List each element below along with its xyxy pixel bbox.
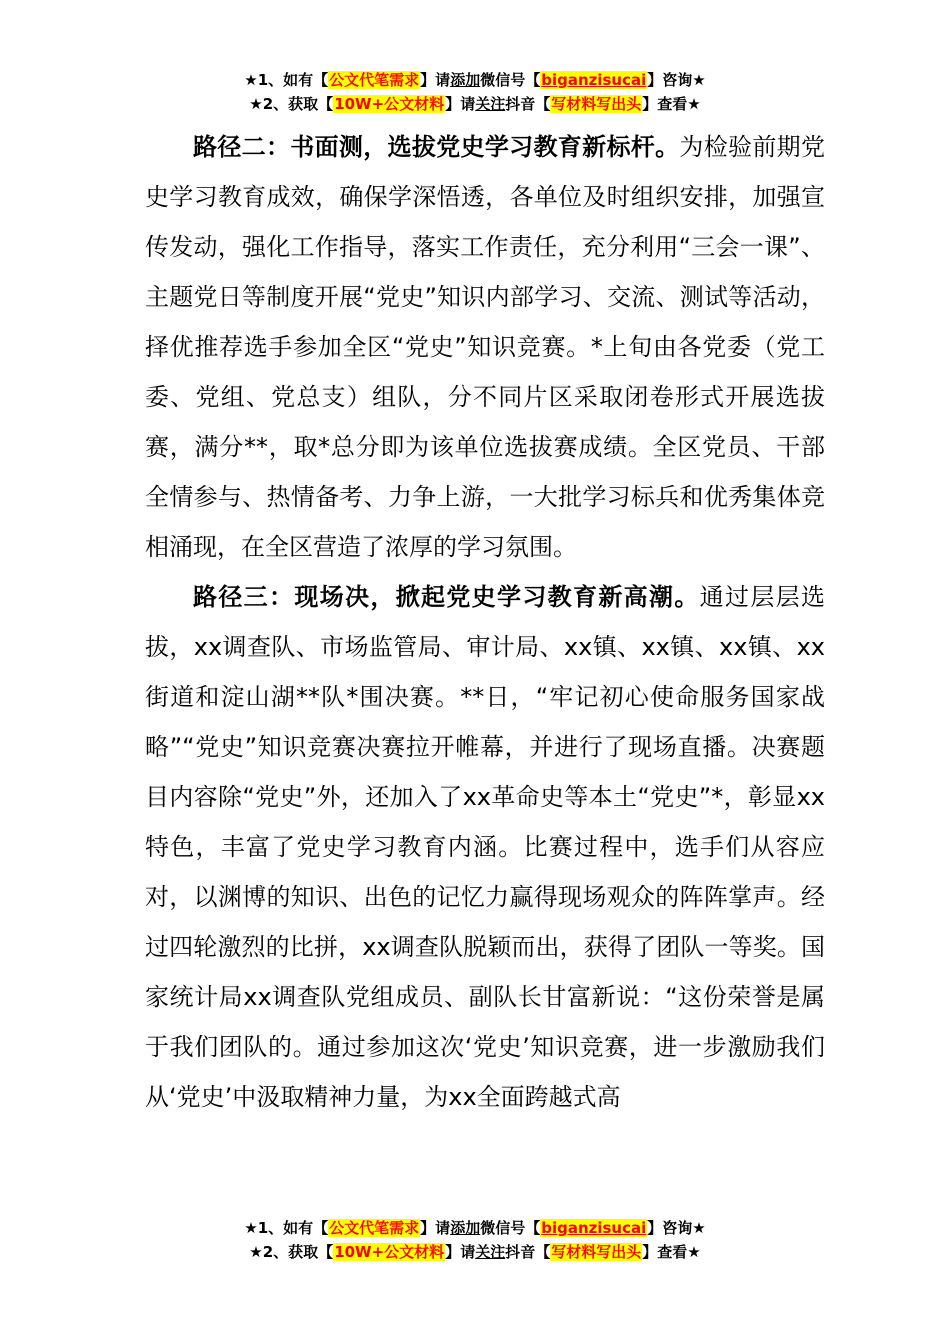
banner-text: ★1、如有【 [244,71,329,89]
douyin-account: 写材料写出头 [551,95,642,113]
footer-banner [0,1216,950,1264]
douyin-account: 写材料写出头 [551,1243,642,1261]
banner-text: 】查看★ [642,95,701,113]
banner-text: 】请 [420,1219,451,1237]
banner-text: 微信号【 [480,1219,541,1237]
banner-text: ★1、如有【 [244,1219,329,1237]
underlined-text: 关注 [475,95,506,113]
banner-text: ★2、获取【 [249,1243,334,1261]
paragraph-heading: 路径三：现场决，掀起党史学习教育新高潮。 [193,583,700,611]
banner-text: 微信号【 [480,71,541,89]
banner-text: 】咨询★ [647,1219,706,1237]
highlight-text: 公文代笔需求 [329,1219,420,1237]
paragraph-text: 通过层层选拔，xx调查队、市场监管局、审计局、xx镇、xx镇、xx镇、xx街道和淀山湖**队*围决赛。**日，“牢记初心使命服务国家战略”“党史”知识竞赛决赛拉开帷幕，并进行了现场直播。决赛题目内容除“党史”外，还加入了xx革命史等本土“党史”*，彰显xx特色，丰富了党史学习教育内涵。比赛过程中，选手们从容应对，以渊博的知识、出色的记忆力赢得现场观众的阵阵掌声。经过四轮激烈的比拼，xx调查队脱颖而出，获得了团队一等奖。国家统计局xx调查队党组成员、副队长甘富新说：“这份荣誉是属于我们团队的。通过参加这次‘党史’知识竞赛，进一步激励我们从‘党史’中汲取精神力量，为xx全面跨越式高 [145,583,826,1111]
document-body [145,122,825,1122]
highlight-text: 公文代笔需求 [329,71,420,89]
wechat-id: biganzisucai [541,1219,647,1237]
banner-text: 】请 [420,71,451,89]
banner-text: 】请 [445,95,476,113]
paragraph [145,572,825,1122]
banner-text: 】查看★ [642,1243,701,1261]
highlight-text: 10W+公文材料 [334,1243,445,1261]
underlined-text: 添加 [450,1219,481,1237]
banner-line-1 [0,68,950,92]
paragraph-heading: 路径二：书面测，选拔党史学习教育新标杆。 [193,133,680,161]
header-banner [0,68,950,116]
paragraph-text: 为检验前期党史学习教育成效，确保学深悟透，各单位及时组织安排，加强宣传发动，强化工作指导，落实工作责任，充分利用“三会一课”、主题党日等制度开展“党史”知识内部学习、交流、测试等活动，择优推荐选手参加全区“党史”知识竞赛。*上旬由各党委（党工委、党组、党总支）组队，分不同片区采取闭卷形式开展选拔赛，满分**，取*总分即为该单位选拔赛成绩。全区党员、干部全情参与、热情备考、力争上游，一大批学习标兵和优秀集体竞相涌现，在全区营造了浓厚的学习氛围。 [145,133,826,561]
banner-text: ★2、获取【 [249,95,334,113]
banner-text: 】咨询★ [647,71,706,89]
paragraph [145,122,825,572]
underlined-text: 添加 [450,71,481,89]
underlined-text: 关注 [475,1243,506,1261]
wechat-id: biganzisucai [541,71,647,89]
banner-text: 抖音【 [505,1243,551,1261]
highlight-text: 10W+公文材料 [334,95,445,113]
banner-line-1 [0,1216,950,1240]
banner-text: 】请 [445,1243,476,1261]
banner-text: 抖音【 [505,95,551,113]
banner-line-2 [0,92,950,116]
banner-line-2 [0,1240,950,1264]
